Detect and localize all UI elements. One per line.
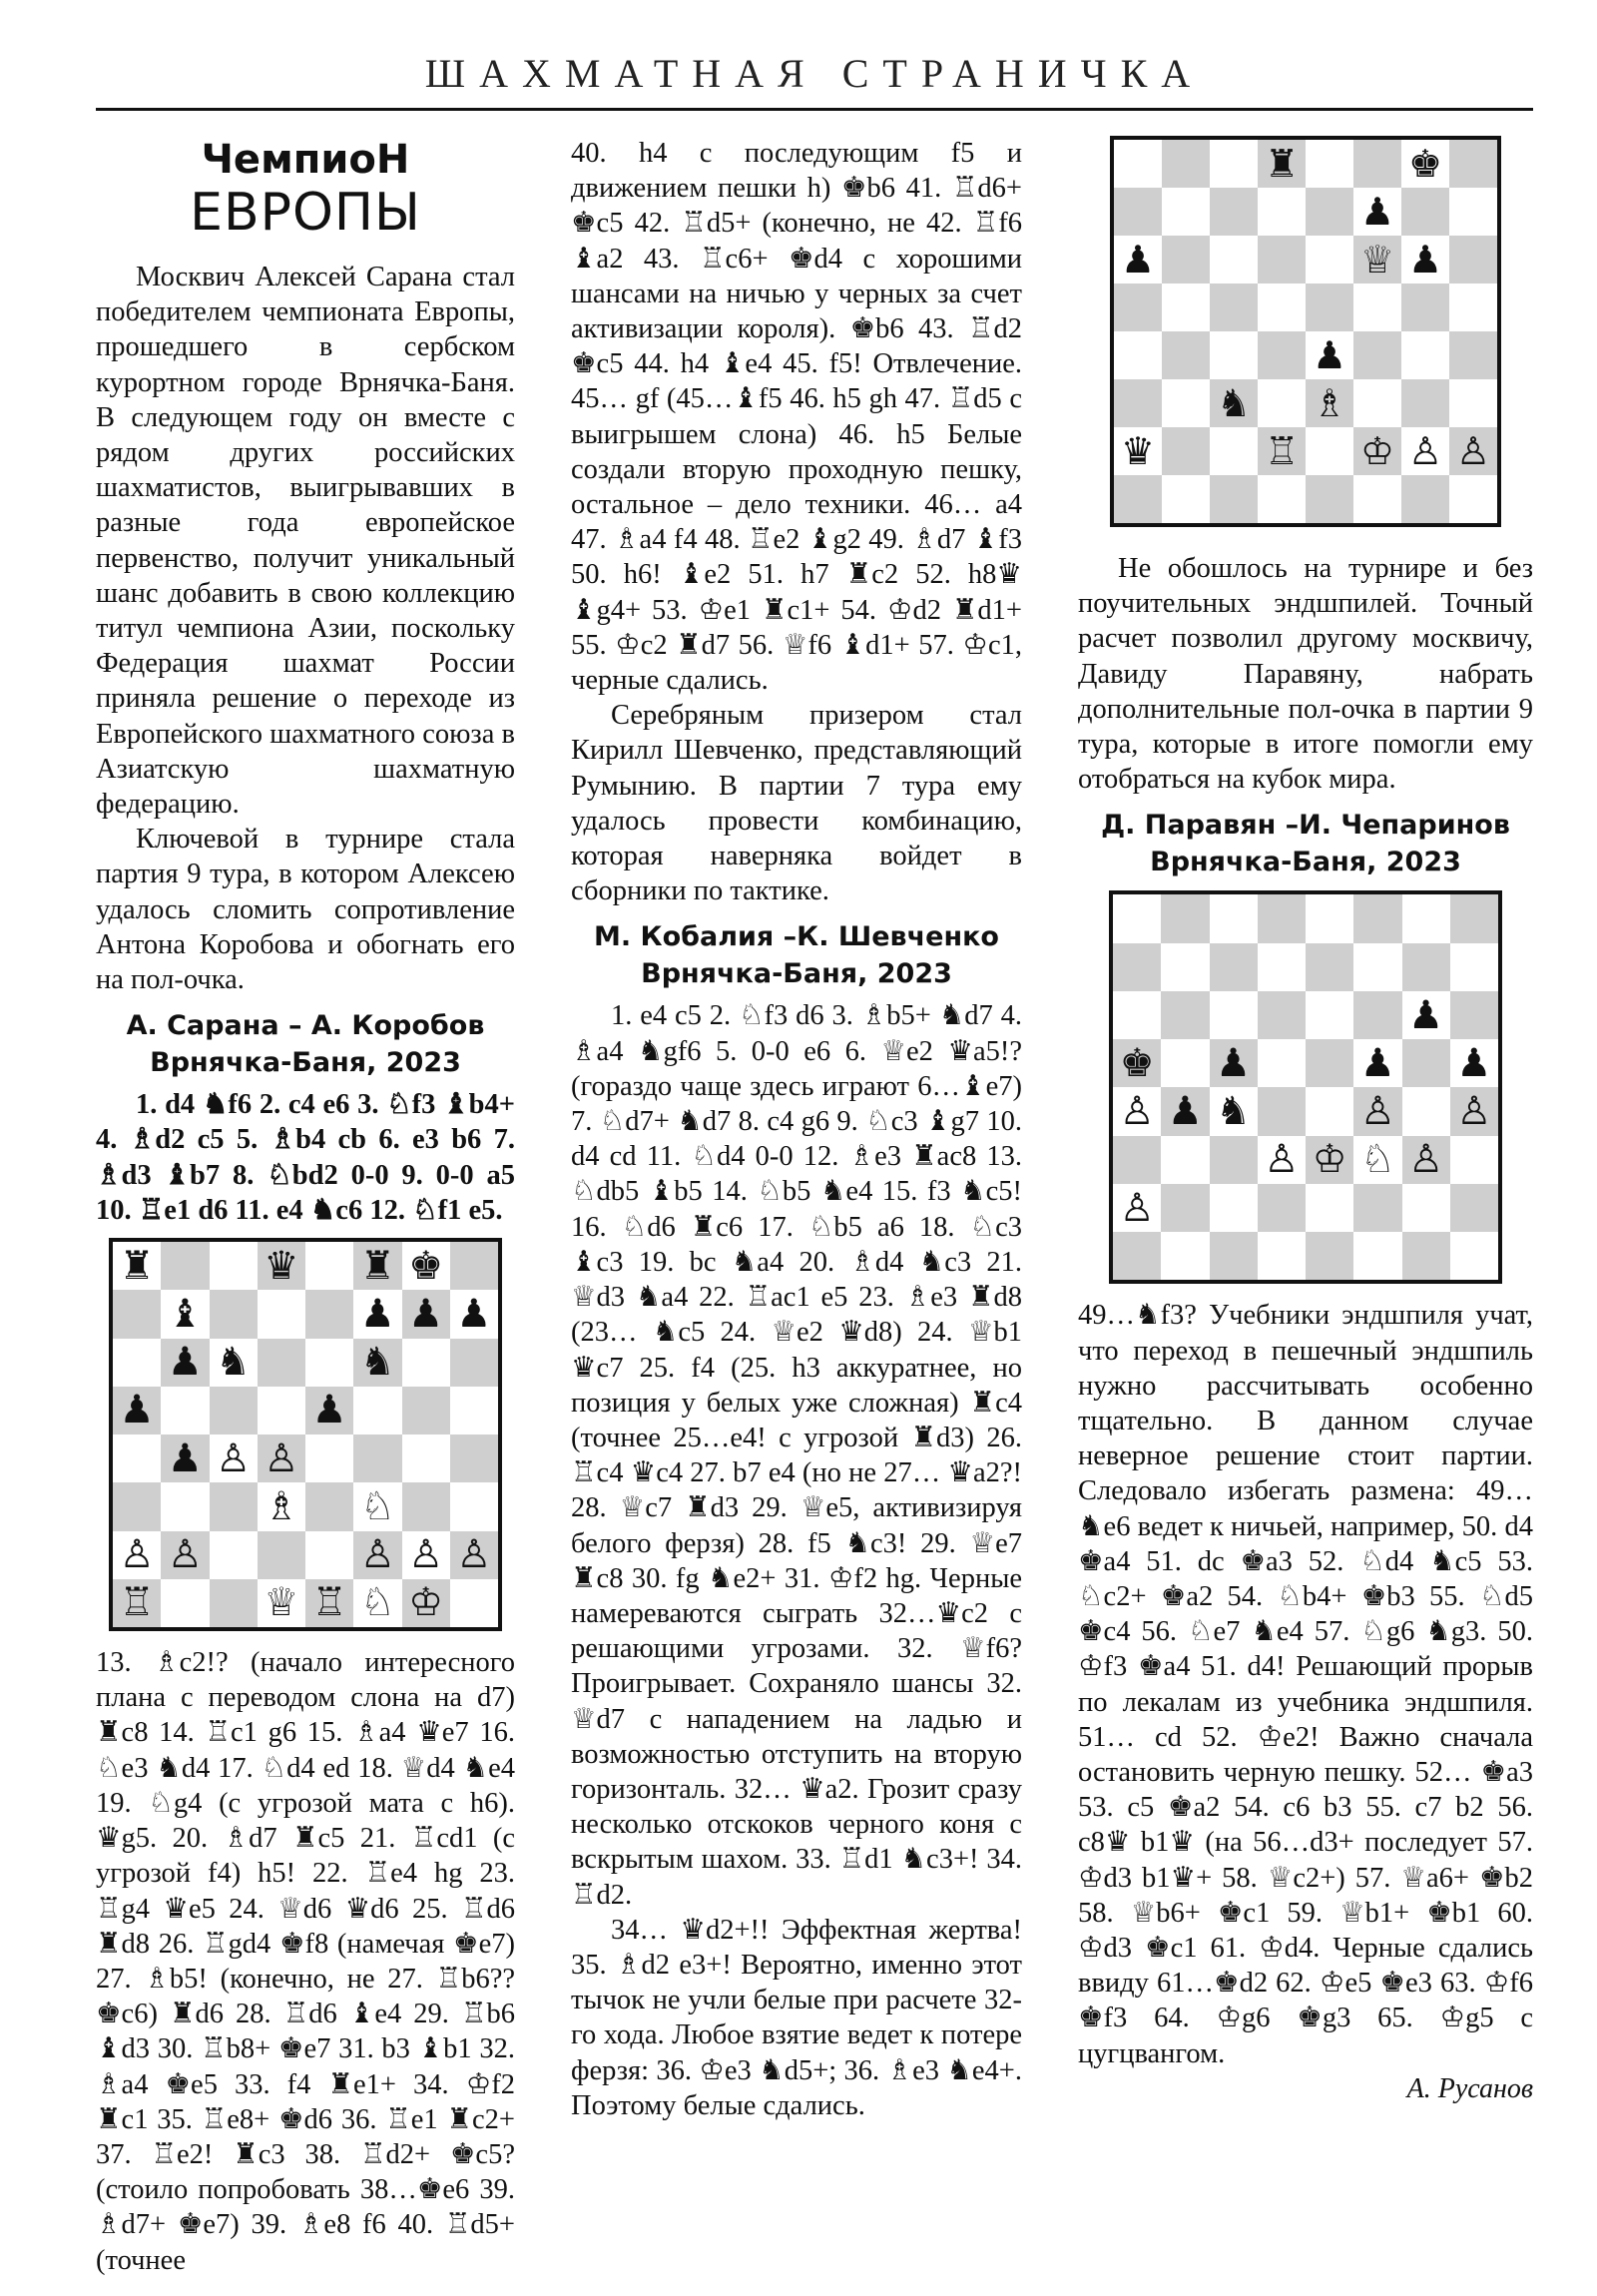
board-square [1210, 331, 1258, 379]
board-square [1449, 140, 1497, 188]
black-pawn-icon: ♟ [1167, 1089, 1203, 1135]
board-square [1353, 236, 1401, 284]
intro-paragraph-2: Ключевой в турнире стала партия 9 тура, в котором Алексею удалось сломить сопротивление Антона Коробова и обогнать его на пол-очка. [96, 824, 515, 996]
board-square [258, 1579, 305, 1627]
board-square [305, 1579, 353, 1627]
board-square [1162, 475, 1210, 523]
board-square [1449, 427, 1497, 475]
board-square [1450, 991, 1498, 1039]
board-square [1402, 943, 1450, 991]
game3-heading [1078, 807, 1533, 880]
board-square [161, 1435, 209, 1482]
board-square [1258, 331, 1306, 379]
board-square [210, 1435, 258, 1482]
board-square [258, 1482, 305, 1530]
game2-place: Врнячка-Баня, 2023 [641, 958, 952, 990]
board-square [1306, 1039, 1353, 1087]
board-square [1353, 894, 1401, 942]
board-square [1258, 1039, 1306, 1087]
black-pawn-icon: ♟ [1312, 333, 1347, 377]
board-square [1162, 284, 1210, 331]
game1-moves-a: 1. d4 ♞f6 2. c4 e6 3. ♘f3 ♝b4+ 4. ♗d2 c5 5. ♗b4 cb 6. e3 b6 7. ♗d3 ♝b7 8. ♘bd2 0-0 9. 0-0 a5 10. ♖e1 d6 11. e4 ♞c6 12. ♘f1 e5. [96, 1089, 515, 1226]
white-rook-icon: ♖ [119, 1580, 155, 1626]
board-square [1401, 188, 1449, 236]
board-square [450, 1339, 498, 1387]
board-square [1210, 991, 1258, 1039]
board-square [1210, 1039, 1258, 1087]
board-square [305, 1387, 353, 1435]
board-square [1306, 475, 1353, 523]
board-square [1306, 1184, 1353, 1232]
black-queen-icon: ♛ [1120, 429, 1156, 473]
black-pawn-icon: ♟ [311, 1388, 347, 1434]
board-square [1114, 475, 1162, 523]
board-square [450, 1531, 498, 1579]
board-square [1402, 991, 1450, 1039]
board-square [1210, 1232, 1258, 1280]
board-square [161, 1339, 209, 1387]
board-square [1450, 1087, 1498, 1135]
silver-paragraph: Серебряным призером стал Кирилл Шевченко, представляющий Румынию. В партии 7 тура ему удалось провести комбинацию, которая наверняка войдет в сборники по тактике. [571, 700, 1022, 907]
board-square [402, 1339, 450, 1387]
black-pawn-icon: ♟ [1456, 1040, 1492, 1086]
white-king-icon: ♔ [1312, 1137, 1347, 1183]
board-square [1258, 236, 1306, 284]
board-square [1401, 236, 1449, 284]
board-square [1450, 1039, 1498, 1087]
board-square [210, 1387, 258, 1435]
board-square [305, 1531, 353, 1579]
board-square [1114, 379, 1162, 427]
board-square [1306, 1136, 1353, 1184]
black-king-icon: ♚ [1119, 1040, 1155, 1086]
board-square [1402, 894, 1450, 942]
game1-players: А. Сарана – А. Коробов [126, 1010, 485, 1042]
board-square [1210, 427, 1258, 475]
board-square [1450, 894, 1498, 942]
board-square [1113, 1184, 1161, 1232]
white-queen-icon: ♕ [1359, 238, 1395, 282]
board-square [1162, 331, 1210, 379]
black-pawn-icon: ♟ [1120, 238, 1156, 282]
board-square [1353, 1087, 1401, 1135]
black-rook-icon: ♜ [119, 1243, 155, 1289]
board-square [353, 1290, 401, 1338]
board-square [1402, 1232, 1450, 1280]
board-square [1210, 236, 1258, 284]
black-queen-icon: ♛ [264, 1243, 299, 1289]
board-square [450, 1387, 498, 1435]
white-bishop-icon: ♗ [1312, 381, 1347, 425]
section-header: ШАХМАТНАЯ СТРАНИЧКА [424, 51, 1205, 96]
board-square [1113, 943, 1161, 991]
white-pawn-icon: ♙ [456, 1532, 492, 1578]
board-square [1258, 475, 1306, 523]
game3-place: Врнячка-Баня, 2023 [1150, 847, 1461, 878]
board-square [161, 1531, 209, 1579]
white-pawn-icon: ♙ [1119, 1089, 1155, 1135]
black-knight-icon: ♞ [216, 1340, 252, 1386]
board-square [1306, 1232, 1353, 1280]
board-square [1210, 188, 1258, 236]
board-square [1306, 894, 1353, 942]
board-square [1210, 894, 1258, 942]
board-square [353, 1482, 401, 1530]
game2-moves-a: 1. e4 c5 2. ♘f3 d6 3. ♗b5+ ♞d7 4. ♗a4 ♞gf6 5. 0-0 e6 6. ♕e2 ♛a5!? (гораздо чаще здесь играют 6…♝e7) 7. ♘d7+ ♞d7 8. c4 g6 9. ♘c3 ♝g7 10. d4 cd 11. ♘d4 0-0 12. ♗e3 ♜ac8 13. ♘db5 ♝b5 14. ♘b5 ♞e4 15. f3 ♞c5! 16. ♘d6 ♜c6 17. ♘b5 a6 18. ♘c3 ♝c3 19. bc ♞a4 20. ♗d4 ♞c3 21. ♕d3 ♞a4 22. ♖ac1 e5 23. ♗e3 ♜d8 (23… ♞c5 24. ♕e2 ♛d8) 24. ♕b1 ♛c7 25. f4 (25. h3 аккуратнее, но позиция у белых уже сложная) ♜c4 (точнее 25…e4! с угрозой ♜d3) 26. ♖c4 ♛c4 27. b7 e4 (но не 27… ♛a2?! 28. ♕c7 ♜d3 29. ♕e5, активизируя белого ферзя) 28. f5 ♞c3! 29. ♕e7 ♜c8 30. fg ♞e2+ 31. ♔f2 hg. Черные намереваются сыграть 32…♛c2 с решающими угрозами. 32. ♕f6? Проигрывает. Сохраняло шансы 32. ♕d7 с нападением на ладью и возможностью отступить на вторую горизонталь. 32… ♛a2. Грозит сразу несколько отскоков черного коня с вскрытым шахом. 33. ♖d1 ♞c3+! 34. ♖d2. [571, 1000, 1022, 1911]
board-square [402, 1531, 450, 1579]
board-square [450, 1242, 498, 1290]
chess-board-2 [1110, 136, 1501, 527]
black-knight-icon: ♞ [1216, 381, 1252, 425]
white-queen-icon: ♕ [264, 1580, 299, 1626]
board-square [1353, 1136, 1401, 1184]
article-title-small: ЧемпиоН [201, 137, 410, 183]
board-square [450, 1482, 498, 1530]
board-square [1114, 188, 1162, 236]
board-square [1353, 379, 1401, 427]
board-square [1353, 1184, 1401, 1232]
board-square [1114, 140, 1162, 188]
white-rook-icon: ♖ [1264, 429, 1300, 473]
board-square [1210, 943, 1258, 991]
white-pawn-icon: ♙ [119, 1532, 155, 1578]
board-square [1210, 1184, 1258, 1232]
white-pawn-icon: ♙ [216, 1435, 252, 1481]
black-pawn-icon: ♟ [1407, 238, 1443, 282]
white-bishop-icon: ♗ [264, 1483, 299, 1529]
board-square [1449, 331, 1497, 379]
column-1 [96, 136, 515, 2278]
board-square [1113, 1087, 1161, 1135]
board-square [1402, 1087, 1450, 1135]
board-square [1258, 1087, 1306, 1135]
board-square [1258, 427, 1306, 475]
board-square [450, 1579, 498, 1627]
board-square [1353, 1039, 1401, 1087]
column-3 [1078, 136, 1533, 2106]
board-square [1210, 284, 1258, 331]
board-square [161, 1579, 209, 1627]
black-pawn-icon: ♟ [456, 1291, 492, 1337]
board-square [1162, 427, 1210, 475]
white-pawn-icon: ♙ [1119, 1185, 1155, 1231]
white-pawn-icon: ♙ [1408, 1137, 1444, 1183]
board-square [1401, 140, 1449, 188]
black-pawn-icon: ♟ [167, 1435, 203, 1481]
board-square [1114, 331, 1162, 379]
board-square [1258, 1232, 1306, 1280]
black-pawn-icon: ♟ [1216, 1040, 1252, 1086]
board-square [305, 1435, 353, 1482]
board-square [1161, 1184, 1209, 1232]
black-pawn-icon: ♟ [167, 1340, 203, 1386]
board-square [1401, 427, 1449, 475]
black-bishop-icon: ♝ [167, 1291, 203, 1337]
board-square [1162, 188, 1210, 236]
board-square [1450, 1232, 1498, 1280]
board-square [402, 1482, 450, 1530]
board-square [1402, 1136, 1450, 1184]
board-square [1258, 1184, 1306, 1232]
board-square [353, 1435, 401, 1482]
board-square [113, 1242, 161, 1290]
white-pawn-icon: ♙ [167, 1532, 203, 1578]
board-square [353, 1531, 401, 1579]
board-square [210, 1242, 258, 1290]
board-square [210, 1579, 258, 1627]
board-square [1401, 379, 1449, 427]
board-square [161, 1290, 209, 1338]
board-square [1114, 427, 1162, 475]
black-pawn-icon: ♟ [1359, 1040, 1395, 1086]
board-square [1353, 991, 1401, 1039]
board-square [1258, 188, 1306, 236]
board-square [1450, 1136, 1498, 1184]
black-knight-icon: ♞ [1216, 1089, 1252, 1135]
white-knight-icon: ♘ [359, 1580, 395, 1626]
white-pawn-icon: ♙ [408, 1532, 444, 1578]
board-square [1449, 284, 1497, 331]
board-square [1353, 943, 1401, 991]
chess-board-1 [109, 1238, 502, 1631]
intro-paragraph-1: Москвич Алексей Сарана стал победителем чемпионата Европы, прошедшего в сербском курортном городе Врнячка-Баня. В следующем году он вместе с рядом других российских шахматистов, выигрывавших в разные года европейское первенство, получит уникальный шанс добавить в свою коллекцию титул чемпиона Азии, поскольку Федерация шахмат России приняла решение о переходе из Европейского шахматного союза в Азиатскую шахматную федерацию. [96, 262, 515, 821]
board-square [1353, 331, 1401, 379]
board-square [1353, 475, 1401, 523]
white-king-icon: ♔ [408, 1580, 444, 1626]
board-square [113, 1387, 161, 1435]
author-signature: А. Русанов [1406, 2072, 1533, 2104]
column-2 [571, 136, 1022, 2123]
chess-board-3 [1109, 890, 1502, 1284]
board-square [1306, 236, 1353, 284]
board-square [1306, 188, 1353, 236]
board-square [402, 1242, 450, 1290]
white-knight-icon: ♘ [359, 1483, 395, 1529]
board-square [1258, 140, 1306, 188]
game1-moves-c: 40. h4 с последующим f5 и движением пешки h) ♚b6 41. ♖d6+ ♚c5 42. ♖d5+ (конечно, не 42. ♖f6 ♝a2 43. ♖c6+ ♚d4 с хорошими шансами на ничью у черных за счет активизации короля). ♚b6 43. ♖d2 ♚c5 44. h4 ♝e4 45. f5! Отвлечение. 45… gf (45…♝f5 46. h5 gh 47. ♖d5 с выигрышем слона) 46. h5 Белые создали вторую проходную пешку, остальное – дело техники. 46… a4 47. ♗a4 f4 48. ♖e2 ♝g2 49. ♗d7 ♝f3 50. h6! ♝e2 51. h7 ♜c2 52. h8♛ ♝g4+ 53. ♔e1 ♜c1+ 54. ♔d2 ♜d1+ 55. ♔c2 ♜d7 56. ♕f6 ♝d1+ 57. ♔c1, черные сдались. [571, 138, 1022, 697]
board-square [113, 1290, 161, 1338]
black-pawn-icon: ♟ [359, 1291, 395, 1337]
board-square [1210, 475, 1258, 523]
board-square [1210, 140, 1258, 188]
game1-place: Врнячка-Баня, 2023 [150, 1047, 461, 1079]
board-square [305, 1242, 353, 1290]
board-square [402, 1579, 450, 1627]
board-square [258, 1339, 305, 1387]
board-square [1401, 284, 1449, 331]
board-square [258, 1290, 305, 1338]
white-pawn-icon: ♙ [1407, 429, 1443, 473]
board-square [1402, 1039, 1450, 1087]
white-pawn-icon: ♙ [1264, 1137, 1300, 1183]
board-square [1258, 379, 1306, 427]
board-square [258, 1242, 305, 1290]
board-square [1353, 284, 1401, 331]
board-square [1401, 475, 1449, 523]
board-square [113, 1435, 161, 1482]
board-square [1114, 284, 1162, 331]
white-pawn-icon: ♙ [359, 1532, 395, 1578]
black-king-icon: ♚ [1407, 142, 1443, 186]
board-square [1450, 1184, 1498, 1232]
board-square [1258, 284, 1306, 331]
board-square [1306, 331, 1353, 379]
board-square [450, 1290, 498, 1338]
board-square [1162, 379, 1210, 427]
board-square [1113, 894, 1161, 942]
board-square [1161, 894, 1209, 942]
board-square [210, 1531, 258, 1579]
white-pawn-icon: ♙ [1359, 1089, 1395, 1135]
board-square [113, 1482, 161, 1530]
board-square [1258, 1136, 1306, 1184]
board-square [113, 1531, 161, 1579]
board-square [258, 1531, 305, 1579]
board-square [1258, 991, 1306, 1039]
board-square [353, 1339, 401, 1387]
game1-heading [96, 1007, 515, 1081]
board-square [1210, 379, 1258, 427]
board-square [305, 1290, 353, 1338]
black-knight-icon: ♞ [359, 1340, 395, 1386]
board-square [1449, 475, 1497, 523]
board-square [1353, 188, 1401, 236]
board-square [1449, 379, 1497, 427]
board-square [450, 1435, 498, 1482]
board-square [1306, 943, 1353, 991]
white-pawn-icon: ♙ [264, 1435, 299, 1481]
game3-players: Д. Паравян –И. Чепаринов [1101, 810, 1510, 842]
header-rule [96, 108, 1533, 111]
endgame-paragraph: Не обошлось на турнире и без поучительных эндшпилей. Точный расчет позволил другому москвичу, Давиду Паравяну, набрать дополнительные пол-очка в партии 9 тура, которые в итоге помогли ему отобраться на кубок мира. [1078, 553, 1533, 796]
black-rook-icon: ♜ [359, 1243, 395, 1289]
board-square [1449, 236, 1497, 284]
board-square [1306, 140, 1353, 188]
board-square [161, 1482, 209, 1530]
board-square [402, 1387, 450, 1435]
board-square [113, 1339, 161, 1387]
board-square [1306, 427, 1353, 475]
board-square [1402, 1184, 1450, 1232]
board-square [1113, 1136, 1161, 1184]
game2-heading [571, 918, 1022, 992]
board-square [1210, 1136, 1258, 1184]
board-square [1161, 1039, 1209, 1087]
board-square [402, 1290, 450, 1338]
board-square [1113, 1232, 1161, 1280]
board-square [1210, 1087, 1258, 1135]
board-square [1401, 331, 1449, 379]
board-square [1353, 140, 1401, 188]
board-square [210, 1482, 258, 1530]
board-square [353, 1579, 401, 1627]
board-square [161, 1242, 209, 1290]
game1-moves-b: 13. ♗c2!? (начало интересного плана с переводом слона на d7) ♜c8 14. ♖c1 g6 15. ♗a4 ♛e7 16. ♘e3 ♞d4 17. ♘d4 ed 18. ♕d4 ♞e4 19. ♘g4 (с угрозой мата с h6). ♛g5. 20. ♗d7 ♜c5 21. ♖cd1 (с угрозой f4) h5! 22. ♖e4 hg 23. ♖g4 ♛e5 24. ♕d6 ♛d6 25. ♖d6 ♜d8 26. ♖gd4 ♚f8 (намечая ♚e7) 27. ♗b5! (конечно, не 27. ♖b6?? ♚c6) ♜d6 28. ♖d6 ♝e4 29. ♖b6 ♝d3 30. ♖b8+ ♚e7 31. b3 ♝b1 32. ♗a4 ♚e5 33. f4 ♜e1+ 34. ♔f2 ♜c1 35. ♖e8+ ♚d6 36. ♖e1 ♜c2+ 37. ♖e2! ♜c3 38. ♖d2+ ♚c5? (стоило попробовать 38…♚e6 39. ♗d7+ ♚e7) 39. ♗e8 f6 40. ♖d5+ (точнее [96, 1647, 515, 2276]
board-square [210, 1290, 258, 1338]
board-square [1306, 379, 1353, 427]
board-square [1162, 140, 1210, 188]
board-square [161, 1387, 209, 1435]
white-knight-icon: ♘ [1359, 1137, 1395, 1183]
black-king-icon: ♚ [408, 1243, 444, 1289]
board-square [1162, 236, 1210, 284]
black-pawn-icon: ♟ [1408, 992, 1444, 1038]
board-square [402, 1435, 450, 1482]
board-square [1161, 1136, 1209, 1184]
board-square [1306, 284, 1353, 331]
black-pawn-icon: ♟ [119, 1388, 155, 1434]
board-square [210, 1339, 258, 1387]
black-rook-icon: ♜ [1264, 142, 1300, 186]
white-king-icon: ♔ [1359, 429, 1395, 473]
white-pawn-icon: ♙ [1456, 1089, 1492, 1135]
board-square [1353, 427, 1401, 475]
board-square [1161, 1232, 1209, 1280]
board-square [305, 1339, 353, 1387]
board-square [1161, 943, 1209, 991]
board-square [353, 1387, 401, 1435]
board-square [258, 1387, 305, 1435]
board-square [1353, 1232, 1401, 1280]
board-square [353, 1242, 401, 1290]
game2-moves-b: 34… ♛d2+!! Эффектная жертва! 35. ♗d2 e3+! Вероятно, именно этот тычок не учли белые при расчете 32-го хода. Любое взятие ведет к потере ферзя: 36. ♔e3 ♞d5+; 36. ♗e3 ♞e4+. Поэтому белые сдались. [571, 1914, 1022, 2121]
white-pawn-icon: ♙ [1455, 429, 1491, 473]
board-square [1161, 1087, 1209, 1135]
board-square [1113, 991, 1161, 1039]
board-square [1161, 991, 1209, 1039]
board-square [1306, 991, 1353, 1039]
board-square [258, 1435, 305, 1482]
board-square [305, 1482, 353, 1530]
board-square [113, 1579, 161, 1627]
game3-moves: 49…♞f3? Учебники эндшпиля учат, что переход в пешечный эндшпиль нужно рассчитывать особенно тщательно. В данном случае неверное решение стоит партии. Следовало избегать размена: 49…♞e6 ведет к ничьей, например, 50. d4 ♚a4 51. dc ♚a3 52. ♘d4 ♞c5 53. ♘c2+ ♚a2 54. ♘b4+ ♚b3 55. ♘d5 ♚c4 56. ♘e7 ♞e4 57. ♘g6 ♞g3. 50. ♔f3 ♚a4 51. d4! Решающий прорыв по лекалам из учебника эндшпиля. 51… cd 52. ♔e2! Важно сначала остановить черную пешку. 52… ♚a3 53. c5 ♚a2 54. c6 b3 55. c7 b2 56. c8♛ b1♛ (на 56…d3+ последует 57. ♔d3 b1♛+ 58. ♕c2+) 57. ♕a6+ ♚b2 58. ♕b6+ ♚c1 59. ♕b1+ ♚b1 60. ♔d3 ♚c1 61. ♔d4. Черные сдались ввиду 61…♚d2 62. ♔e5 ♚e3 63. ♔f6 ♚f3 64. ♔g6 ♚g3 65. ♔g5 с цугцвангом. [1078, 1300, 1533, 2069]
white-rook-icon: ♖ [311, 1580, 347, 1626]
board-square [1258, 894, 1306, 942]
board-square [1258, 943, 1306, 991]
black-pawn-icon: ♟ [408, 1291, 444, 1337]
board-square [1449, 188, 1497, 236]
black-pawn-icon: ♟ [1359, 190, 1395, 234]
board-square [1114, 236, 1162, 284]
board-square [1450, 943, 1498, 991]
game2-players: М. Кобалия –К. Шевченко [593, 921, 999, 953]
article-title-big: ЕВРОПЫ [190, 183, 421, 243]
board-square [1113, 1039, 1161, 1087]
board-square [1306, 1087, 1353, 1135]
